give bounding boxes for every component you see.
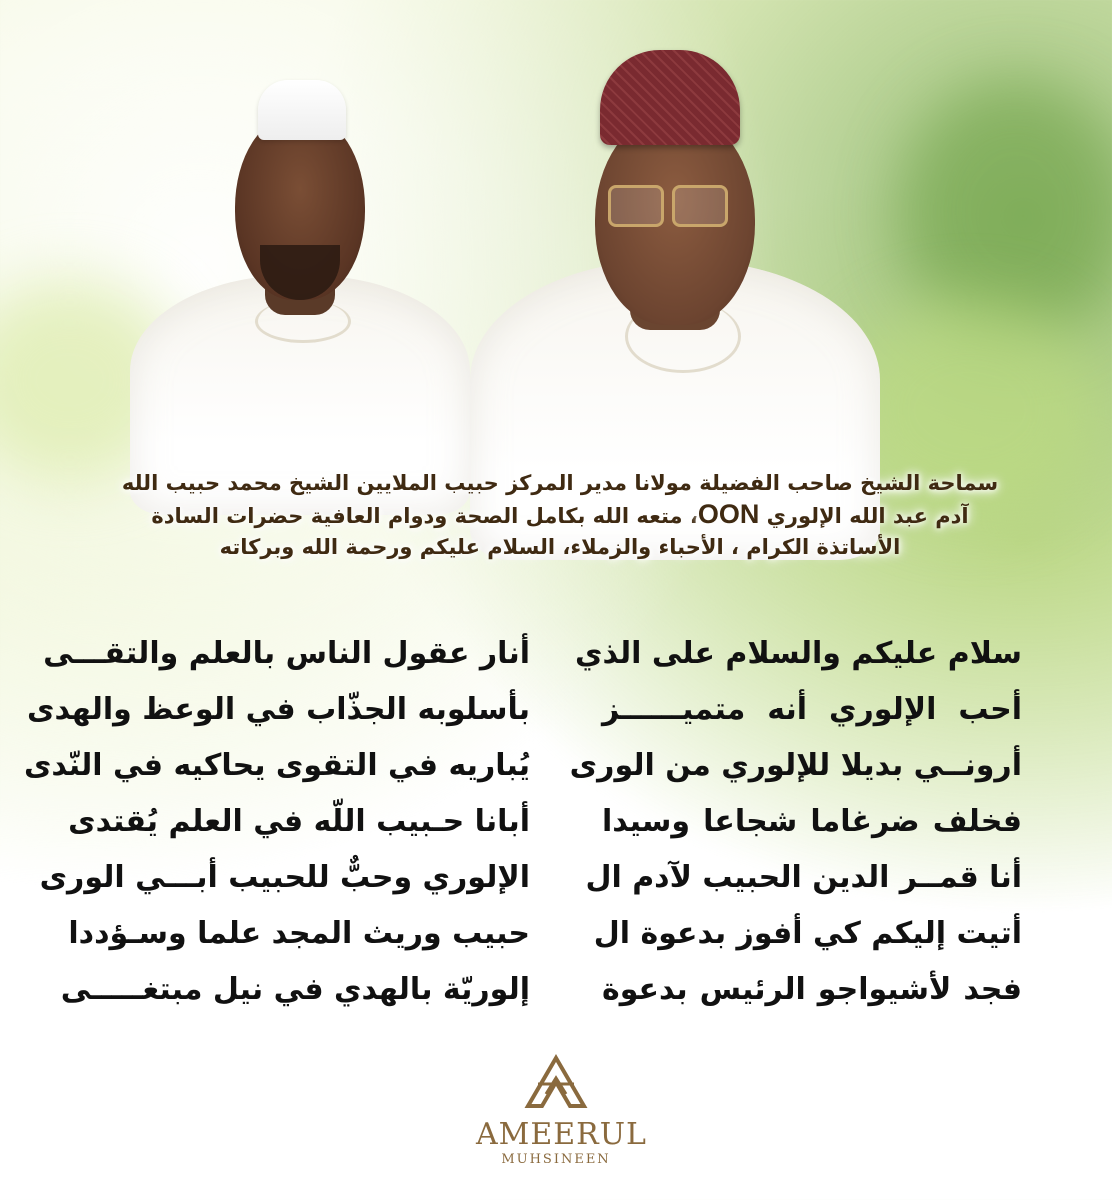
poem-verse-right: سلام عليكم والسلام على الذي	[575, 636, 1022, 671]
right-person-photo	[440, 20, 900, 540]
poem-verse-right: فخلف ضرغاما شجاعا وسيدا	[602, 804, 1022, 839]
poem-verse-right: أحب الإلوري أنه متميــــــز	[602, 692, 1022, 727]
poem-verse-right: أتيت إليكم كي أفوز بدعوة ال	[593, 916, 1022, 951]
brand-subtitle: MUHSINEEN	[501, 1152, 611, 1167]
poem-verse-left: حبيب وريث المجد علما وسـؤددا	[68, 916, 530, 951]
brand-name: AMEERUL	[476, 1117, 647, 1152]
greeting-line-2	[80, 499, 1040, 532]
ameerul-logo-icon	[524, 1054, 588, 1110]
right-person-glasses	[608, 185, 728, 227]
poem-verse-right: فجد لأشيواجو الرئيس بدعوة	[602, 972, 1022, 1007]
greeting-line-2-wish: ، متعه الله بكامل الصحة ودوام العافية حضرات السادة	[151, 504, 698, 528]
oon-title: OON	[697, 499, 760, 529]
poem-verse-right: أرونــي بديلا للإلوري من الورى	[569, 748, 1022, 783]
greeting-line-3: الأساتذة الكرام ، الأحباء والزملاء، السلام عليكم ورحمة الله وبركاته	[219, 535, 901, 559]
greeting-line-2-name: آدم عبد الله الإلوري	[766, 504, 969, 528]
left-person-photo	[120, 40, 480, 510]
poem-verse-right: أنا قمــر الدين الحبيب لآدم ال	[585, 860, 1022, 895]
poem-verse-left: الإلوري وحبٌّ للحبيب أبـــي الورى	[39, 860, 530, 895]
poem-right-column	[569, 630, 1022, 1022]
poem-verse-left: إلوريّة بالهدي في نيل مبتغـــــى	[60, 972, 530, 1007]
poem-left-column	[23, 630, 530, 1022]
poem-verse-left: أنار عقول الناس بالعلم والتقـــى	[43, 636, 530, 671]
brand-logo	[476, 1054, 647, 1168]
poem-verse-left: أبانا حـبيب اللّه في العلم يُقتدى	[68, 804, 530, 839]
poem-verse-left: يُباريه في التقوى يحاكيه في النّدى	[23, 748, 530, 783]
greeting-line-1: سماحة الشيخ صاحب الفضيلة مولانا مدير المركز حبيب الملايين الشيخ محمد حبيب الله	[121, 471, 999, 495]
greeting-text-block	[80, 468, 1040, 563]
right-person-cap	[600, 50, 740, 145]
background-blur	[900, 80, 1112, 340]
poem-verse-left: بأسلوبه الجذّاب في الوعظ والهدى	[26, 692, 530, 727]
left-person-cap	[258, 80, 346, 140]
